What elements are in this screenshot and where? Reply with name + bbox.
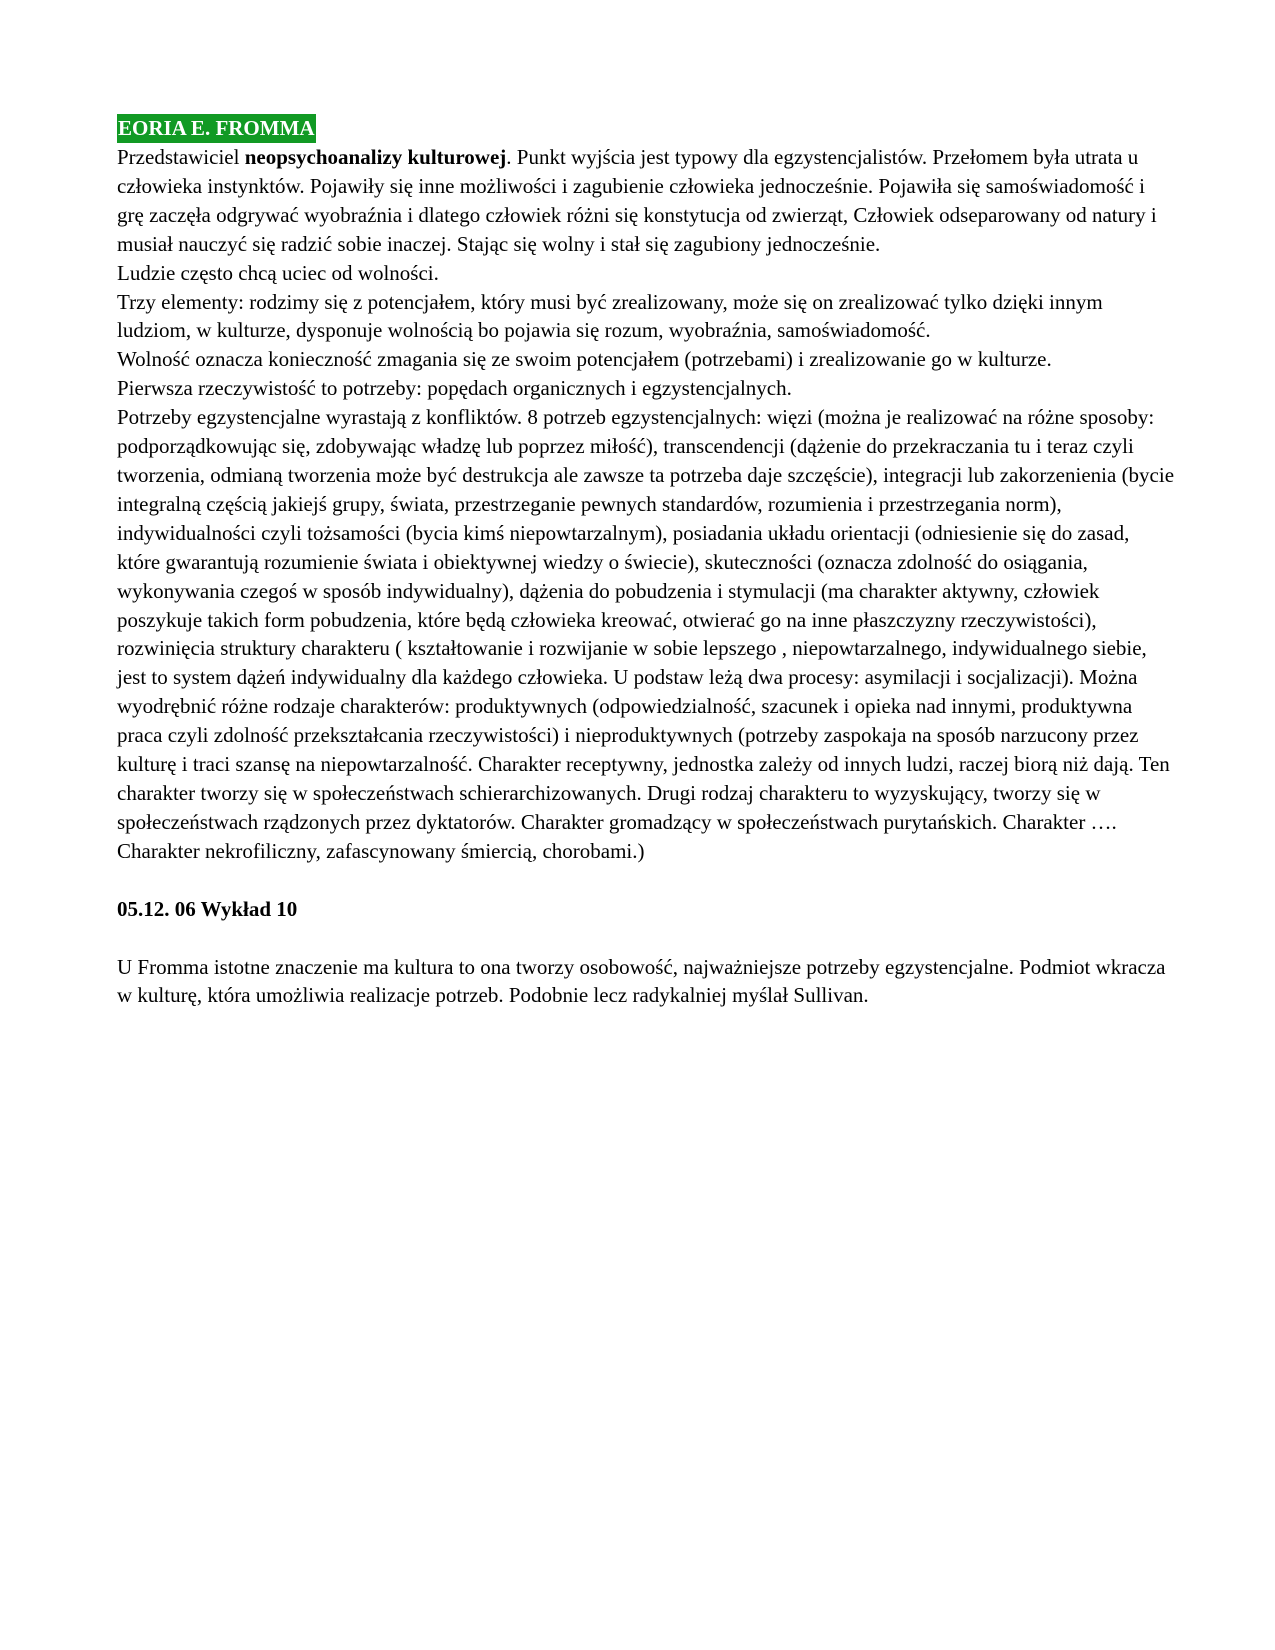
document-page	[117, 114, 1177, 1010]
intro-text-start: Przedstawiciel	[117, 145, 245, 169]
lecture-title: 05.12. 06 Wykład 10	[117, 896, 298, 921]
section-heading: EORIA E. FROMMA	[117, 114, 316, 143]
closing-paragraph: U Fromma istotne znaczenie ma kultura to ona tworzy osobowość, najważniejsze potrzeby egzystencjalne. Podmiot wkracza w kulturę, która umożliwia realizacje potrzeb. Podobnie lecz radykalniej myślał Sullivan.	[117, 954, 1166, 1008]
blank-line	[117, 866, 1177, 895]
intro-bold-term: neopsychoanalizy kulturowej	[244, 145, 507, 169]
paragraph-escape-freedom: Ludzie często chcą uciec od wolności.	[117, 260, 439, 285]
paragraph-existential-needs: Potrzeby egzystencjalne wyrastają z konfliktów. 8 potrzeb egzystencjalnych: więzi (można je realizować na różne sposoby: podporządkowując się, zdobywając władzę lub poprzez miłość), transcendencji (dążenie do przekraczania tu i teraz czyli tworzenia, odmianą tworzenia może być destrukcja ale zawsze ta potrzeba daje szczęście), integracji lub zakorzenienia (bycie integralną częścią jakiejś grupy, świata, przestrzeganie pewnych standardów, rozumienia i przestrzegania norm), indywidualności czyli tożsamości (bycia kimś niepowtarzalnym), posiadania układu orientacji (odniesienie się do zasad, które gwarantują rozumienie świata i obiektywnej wiedzy o świecie), skuteczności (oznacza zdolność do osiągania, wykonywania czegoś w sposób indywidualny), dążenia do pobudzenia i stymulacji (ma charakter aktywny, człowiek poszykuje takich form pobudzenia, które będą człowieka kreować, otwierać go na inne płaszczyzny rzeczywistości), rozwinięcia struktury charakteru ( kształtowanie i rozwijanie w sobie lepszego , niepowtarzalnego, indywidualnego siebie, jest to system dążeń indywidualny dla każdego człowieka. U podstaw leżą dwa procesy: asymilacji i socjalizacji). Można wyodrębnić różne rodzaje charakterów: produktywnych (odpowiedzialność, szacunek i opieka nad innymi, produktywna praca czyli zdolność przekształcania rzeczywistości) i nieproduktywnych (potrzeby zaspokaja na sposób narzucony przez kulturę i traci szansę na niepowtarzalność. Charakter receptywny, jednostka zależy od innych ludzi, raczej biorą niż dają. Ten charakter tworzy się w społeczeństwach schierarchizowanych. Drugi rodzaj charakteru to wyzyskujący, tworzy się w społeczeństwach rządzonych przez dyktatorów. Charakter gromadzący w społeczeństwach purytańskich. Charakter …. Charakter nekrofiliczny, zafascynowany śmiercią, chorobami.)	[117, 405, 1175, 863]
blank-line	[117, 924, 1177, 953]
intro-paragraph	[117, 143, 1177, 259]
paragraph-freedom-meaning: Wolność oznacza konieczność zmagania się ze swoim potencjałem (potrzebami) i zrealizowanie go w kulturze.	[117, 347, 1052, 372]
intro-text-rest: . Punkt wyjścia jest typowy dla egzystencjalistów. Przełomem była utrata u człowieka instynktów. Pojawiły się inne możliwości i zagubienie człowieka jednocześnie. Pojawiła się samoświadomość i grę zaczęła odgrywać wyobraźnia i dlatego człowiek różni się konstytucja od zwierząt, Człowiek odseparowany od natury i musiał nauczyć się radzić sobie inaczej. Stając się wolny i stał się zagubiony jednocześnie.	[117, 145, 1157, 256]
paragraph-first-reality: Pierwsza rzeczywistość to potrzeby: popędach organicznych i egzystencjalnych.	[117, 376, 792, 401]
heading-line	[117, 114, 1177, 143]
paragraph-three-elements: Trzy elementy: rodzimy się z potencjałem, który musi być zrealizowany, może się on zrealizować tylko dzięki innym ludziom, w kulturze, dysponuje wolnością bo pojawia się rozum, wyobraźnia, samoświadomość.	[117, 289, 1103, 343]
